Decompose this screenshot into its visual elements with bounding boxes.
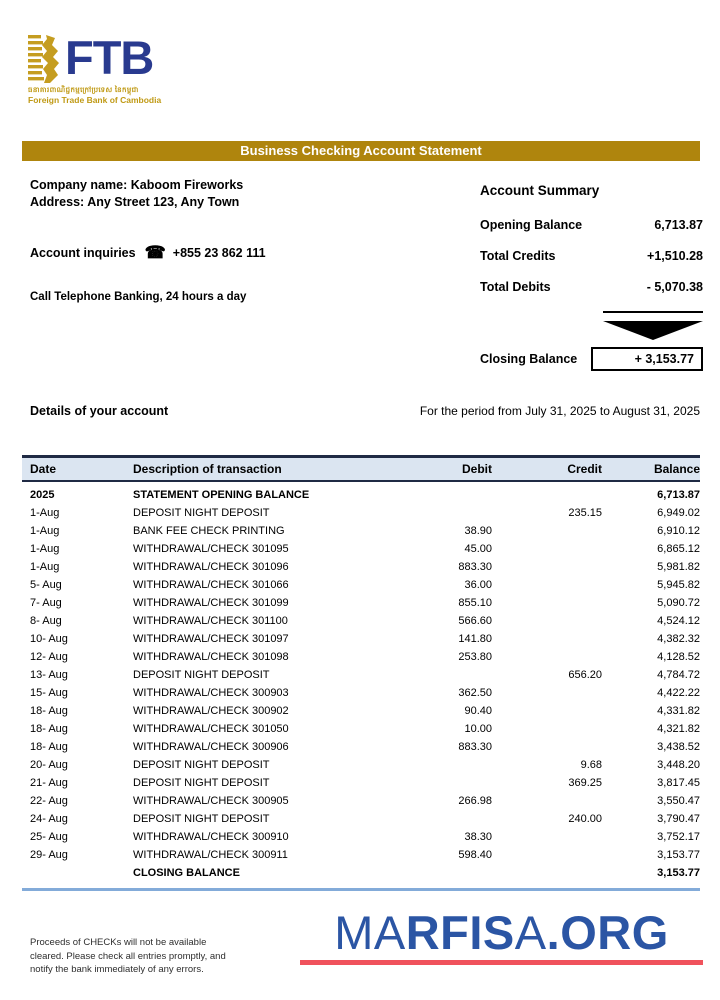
table-row bbox=[22, 594, 700, 612]
cell-debit: 38.30 bbox=[464, 831, 492, 843]
inquiries-phone-number: +855 23 862 111 bbox=[172, 246, 266, 260]
cell-description: DEPOSIT NIGHT DEPOSIT bbox=[133, 813, 270, 825]
cell-description: WITHDRAWAL/CHECK 300905 bbox=[133, 795, 289, 807]
telephone-banking-line: Call Telephone Banking, 24 hours a day bbox=[30, 291, 247, 303]
account-summary-title: Account Summary bbox=[480, 183, 600, 198]
cell-credit bbox=[492, 702, 602, 720]
closing-balance-row bbox=[480, 347, 703, 371]
cell-balance: 3,550.47 bbox=[657, 795, 700, 807]
cell-description: WITHDRAWAL/CHECK 301050 bbox=[133, 723, 289, 735]
cell-credit: 240.00 bbox=[568, 813, 602, 825]
col-header-debit: Debit bbox=[462, 462, 492, 476]
disclaimer-line: notify the bank immediately of any errors. bbox=[30, 964, 204, 975]
cell-description: DEPOSIT NIGHT DEPOSIT bbox=[133, 669, 270, 681]
cell-description: WITHDRAWAL/CHECK 301099 bbox=[133, 597, 289, 609]
cell-debit: 253.80 bbox=[458, 651, 492, 663]
cell-credit bbox=[492, 828, 602, 846]
cell-date: 1-Aug bbox=[30, 525, 60, 537]
company-address-line: Address: Any Street 123, Any Town bbox=[30, 195, 240, 209]
cell-balance: 6,949.02 bbox=[657, 507, 700, 519]
cell-debit: 45.00 bbox=[464, 543, 492, 555]
cell-credit bbox=[492, 558, 602, 576]
inquiries-label: Account inquiries bbox=[30, 246, 136, 260]
cell-description: WITHDRAWAL/CHECK 301097 bbox=[133, 633, 289, 645]
cell-date: 12- Aug bbox=[30, 651, 68, 663]
disclaimer-line: cleared. Please check all entries promptly, and bbox=[30, 950, 226, 962]
summary-row-value: +1,510.28 bbox=[647, 249, 703, 263]
table-row bbox=[22, 720, 700, 738]
cell-description: WITHDRAWAL/CHECK 301095 bbox=[133, 543, 289, 555]
cell-date: 8- Aug bbox=[30, 615, 62, 627]
cell-balance: 6,713.87 bbox=[657, 489, 700, 501]
col-header-date: Date bbox=[30, 462, 57, 476]
summary-row bbox=[480, 280, 703, 295]
cell-credit bbox=[492, 594, 602, 612]
cell-balance: 5,945.82 bbox=[657, 579, 700, 591]
cell-credit bbox=[492, 864, 602, 882]
table-row bbox=[22, 504, 700, 522]
cell-debit: 141.80 bbox=[458, 633, 492, 645]
cell-balance: 6,865.12 bbox=[657, 543, 700, 555]
cell-credit bbox=[492, 846, 602, 864]
table-row bbox=[22, 630, 700, 648]
details-header-row bbox=[30, 404, 700, 418]
cell-date: 24- Aug bbox=[30, 813, 68, 825]
cell-debit bbox=[382, 666, 492, 684]
watermark-part: A bbox=[514, 906, 547, 959]
cell-credit: 656.20 bbox=[568, 669, 602, 681]
watermark-part: RFIS bbox=[405, 906, 515, 959]
table-row bbox=[22, 792, 700, 810]
closing-balance-label: Closing Balance bbox=[480, 352, 578, 366]
marfisa-watermark-text bbox=[300, 908, 703, 958]
table-row bbox=[22, 828, 700, 846]
cell-date: 21- Aug bbox=[30, 777, 68, 789]
ftb-emblem-icon bbox=[28, 34, 62, 84]
cell-date: 29- Aug bbox=[30, 849, 68, 861]
watermark-part: MA bbox=[334, 906, 406, 959]
cell-date: 1-Aug bbox=[30, 561, 60, 573]
cell-balance: 3,817.45 bbox=[657, 777, 700, 789]
cell-credit: 369.25 bbox=[568, 777, 602, 789]
cell-credit bbox=[492, 738, 602, 756]
table-row bbox=[22, 702, 700, 720]
cell-balance: 4,331.82 bbox=[657, 705, 700, 717]
cell-date: 18- Aug bbox=[30, 705, 68, 717]
cell-credit bbox=[492, 612, 602, 630]
cell-credit: 9.68 bbox=[580, 759, 602, 771]
disclaimer-line: Proceeds of CHECKs will not be available bbox=[30, 937, 207, 948]
cell-balance: 6,910.12 bbox=[657, 525, 700, 537]
summary-row-label: Opening Balance bbox=[480, 218, 583, 232]
summary-row-value: - 5,070.38 bbox=[646, 280, 703, 294]
checks-disclaimer bbox=[30, 936, 300, 977]
cell-debit bbox=[382, 774, 492, 792]
cell-description: DEPOSIT NIGHT DEPOSIT bbox=[133, 777, 270, 789]
cell-date: 13- Aug bbox=[30, 669, 68, 681]
cell-debit bbox=[382, 756, 492, 774]
table-row bbox=[22, 666, 700, 684]
table-row bbox=[22, 684, 700, 702]
cell-description: DEPOSIT NIGHT DEPOSIT bbox=[133, 759, 270, 771]
cell-date: 25- Aug bbox=[30, 831, 68, 843]
cell-description: WITHDRAWAL/CHECK 300911 bbox=[133, 849, 288, 861]
cell-debit: 10.00 bbox=[464, 723, 492, 735]
summary-row-value: 6,713.87 bbox=[654, 218, 703, 232]
cell-balance: 3,153.77 bbox=[657, 849, 700, 861]
cell-date: 20- Aug bbox=[30, 759, 68, 771]
marfisa-watermark bbox=[300, 908, 703, 965]
statement-period: For the period from July 31, 2025 to August 31, 2025 bbox=[419, 404, 700, 418]
cell-debit: 266.98 bbox=[458, 795, 492, 807]
cell-balance: 3,752.17 bbox=[657, 831, 700, 843]
table-row bbox=[22, 612, 700, 630]
cell-credit bbox=[492, 720, 602, 738]
cell-description: STATEMENT OPENING BALANCE bbox=[133, 489, 310, 501]
table-row bbox=[22, 774, 700, 792]
cell-date: 18- Aug bbox=[30, 723, 68, 735]
table-row bbox=[22, 648, 700, 666]
cell-debit bbox=[382, 864, 492, 882]
col-header-balance: Balance bbox=[653, 462, 700, 476]
account-inquiries-line bbox=[30, 243, 266, 262]
table-body bbox=[22, 482, 700, 891]
cell-credit bbox=[492, 792, 602, 810]
cell-credit bbox=[492, 648, 602, 666]
summary-row bbox=[480, 218, 703, 233]
cell-date: 7- Aug bbox=[30, 597, 62, 609]
watermark-part: .ORG bbox=[546, 906, 669, 959]
transactions-table bbox=[22, 455, 700, 891]
cell-balance: 3,448.20 bbox=[657, 759, 700, 771]
cell-date: 22- Aug bbox=[30, 795, 68, 807]
table-row bbox=[22, 810, 700, 828]
cell-debit: 883.30 bbox=[458, 561, 492, 573]
customer-info bbox=[30, 177, 243, 211]
cell-debit bbox=[382, 810, 492, 828]
cell-date bbox=[30, 864, 133, 882]
cell-description: WITHDRAWAL/CHECK 300902 bbox=[133, 705, 289, 717]
down-arrow-icon bbox=[603, 321, 703, 340]
cell-balance: 4,422.22 bbox=[657, 687, 700, 699]
table-row bbox=[22, 486, 700, 504]
cell-credit bbox=[492, 576, 602, 594]
cell-description: WITHDRAWAL/CHECK 301066 bbox=[133, 579, 289, 591]
ftb-logo bbox=[28, 31, 162, 105]
cell-balance: 5,090.72 bbox=[657, 597, 700, 609]
cell-date: 15- Aug bbox=[30, 687, 68, 699]
cell-date: 1-Aug bbox=[30, 507, 60, 519]
details-heading: Details of your account bbox=[30, 404, 169, 418]
col-header-description: Description of transaction bbox=[133, 462, 282, 476]
cell-date: 10- Aug bbox=[30, 633, 68, 645]
summary-row bbox=[480, 249, 703, 264]
cell-description: DEPOSIT NIGHT DEPOSIT bbox=[133, 507, 270, 519]
table-row bbox=[22, 522, 700, 540]
summary-row-label: Total Debits bbox=[480, 280, 551, 294]
cell-debit: 38.90 bbox=[464, 525, 492, 537]
cell-debit: 598.40 bbox=[458, 849, 492, 861]
cell-balance: 4,321.82 bbox=[657, 723, 700, 735]
cell-balance: 3,153.77 bbox=[657, 867, 700, 879]
cell-debit bbox=[382, 504, 492, 522]
cell-credit bbox=[492, 630, 602, 648]
cell-credit bbox=[492, 540, 602, 558]
cell-credit bbox=[492, 486, 602, 504]
cell-credit bbox=[492, 522, 602, 540]
summary-total-rule bbox=[603, 311, 703, 313]
cell-balance: 5,981.82 bbox=[657, 561, 700, 573]
cell-credit bbox=[492, 684, 602, 702]
cell-balance: 4,128.52 bbox=[657, 651, 700, 663]
summary-row-label: Total Credits bbox=[480, 249, 556, 263]
cell-debit: 362.50 bbox=[458, 687, 492, 699]
table-row bbox=[22, 864, 700, 882]
table-row bbox=[22, 756, 700, 774]
cell-description: WITHDRAWAL/CHECK 301096 bbox=[133, 561, 289, 573]
cell-description: WITHDRAWAL/CHECK 300903 bbox=[133, 687, 289, 699]
cell-balance: 3,438.52 bbox=[657, 741, 700, 753]
company-name-line: Company name: Kaboom Fireworks bbox=[30, 178, 244, 192]
col-header-credit: Credit bbox=[567, 462, 602, 476]
cell-description: WITHDRAWAL/CHECK 301098 bbox=[133, 651, 289, 663]
cell-balance: 4,784.72 bbox=[657, 669, 700, 681]
table-row bbox=[22, 846, 700, 864]
cell-description: WITHDRAWAL/CHECK 300906 bbox=[133, 741, 289, 753]
statement-title-bar: Business Checking Account Statement bbox=[22, 141, 700, 161]
cell-debit: 90.40 bbox=[464, 705, 492, 717]
phone-icon: ☎ bbox=[144, 243, 166, 262]
cell-debit: 883.30 bbox=[458, 741, 492, 753]
table-row bbox=[22, 576, 700, 594]
table-row bbox=[22, 738, 700, 756]
cell-date: 5- Aug bbox=[30, 579, 62, 591]
cell-description: CLOSING BALANCE bbox=[133, 867, 240, 879]
cell-balance: 4,382.32 bbox=[657, 633, 700, 645]
bank-tagline: Foreign Trade Bank of Cambodia bbox=[28, 95, 162, 105]
khmer-bank-name: ធនាគារពាណិជ្ជកម្មក្រៅប្រទេស នៃកម្ពុជា bbox=[28, 87, 139, 94]
cell-debit: 855.10 bbox=[458, 597, 492, 609]
cell-date: 1-Aug bbox=[30, 543, 60, 555]
cell-description: WITHDRAWAL/CHECK 301100 bbox=[133, 615, 288, 627]
table-row bbox=[22, 558, 700, 576]
account-summary bbox=[480, 183, 703, 371]
cell-credit: 235.15 bbox=[568, 507, 602, 519]
cell-debit bbox=[382, 486, 492, 504]
watermark-red-underline bbox=[300, 960, 703, 965]
cell-date: 18- Aug bbox=[30, 741, 68, 753]
cell-balance: 3,790.47 bbox=[657, 813, 700, 825]
table-header-row bbox=[22, 455, 700, 482]
cell-balance: 4,524.12 bbox=[657, 615, 700, 627]
cell-description: BANK FEE CHECK PRINTING bbox=[133, 525, 285, 537]
cell-debit: 566.60 bbox=[458, 615, 492, 627]
brand-wordmark: FTB bbox=[65, 31, 154, 84]
table-row bbox=[22, 540, 700, 558]
cell-debit: 36.00 bbox=[464, 579, 492, 591]
cell-description: WITHDRAWAL/CHECK 300910 bbox=[133, 831, 289, 843]
cell-date: 2025 bbox=[30, 489, 55, 501]
closing-balance-value: + 3,153.77 bbox=[591, 347, 703, 371]
